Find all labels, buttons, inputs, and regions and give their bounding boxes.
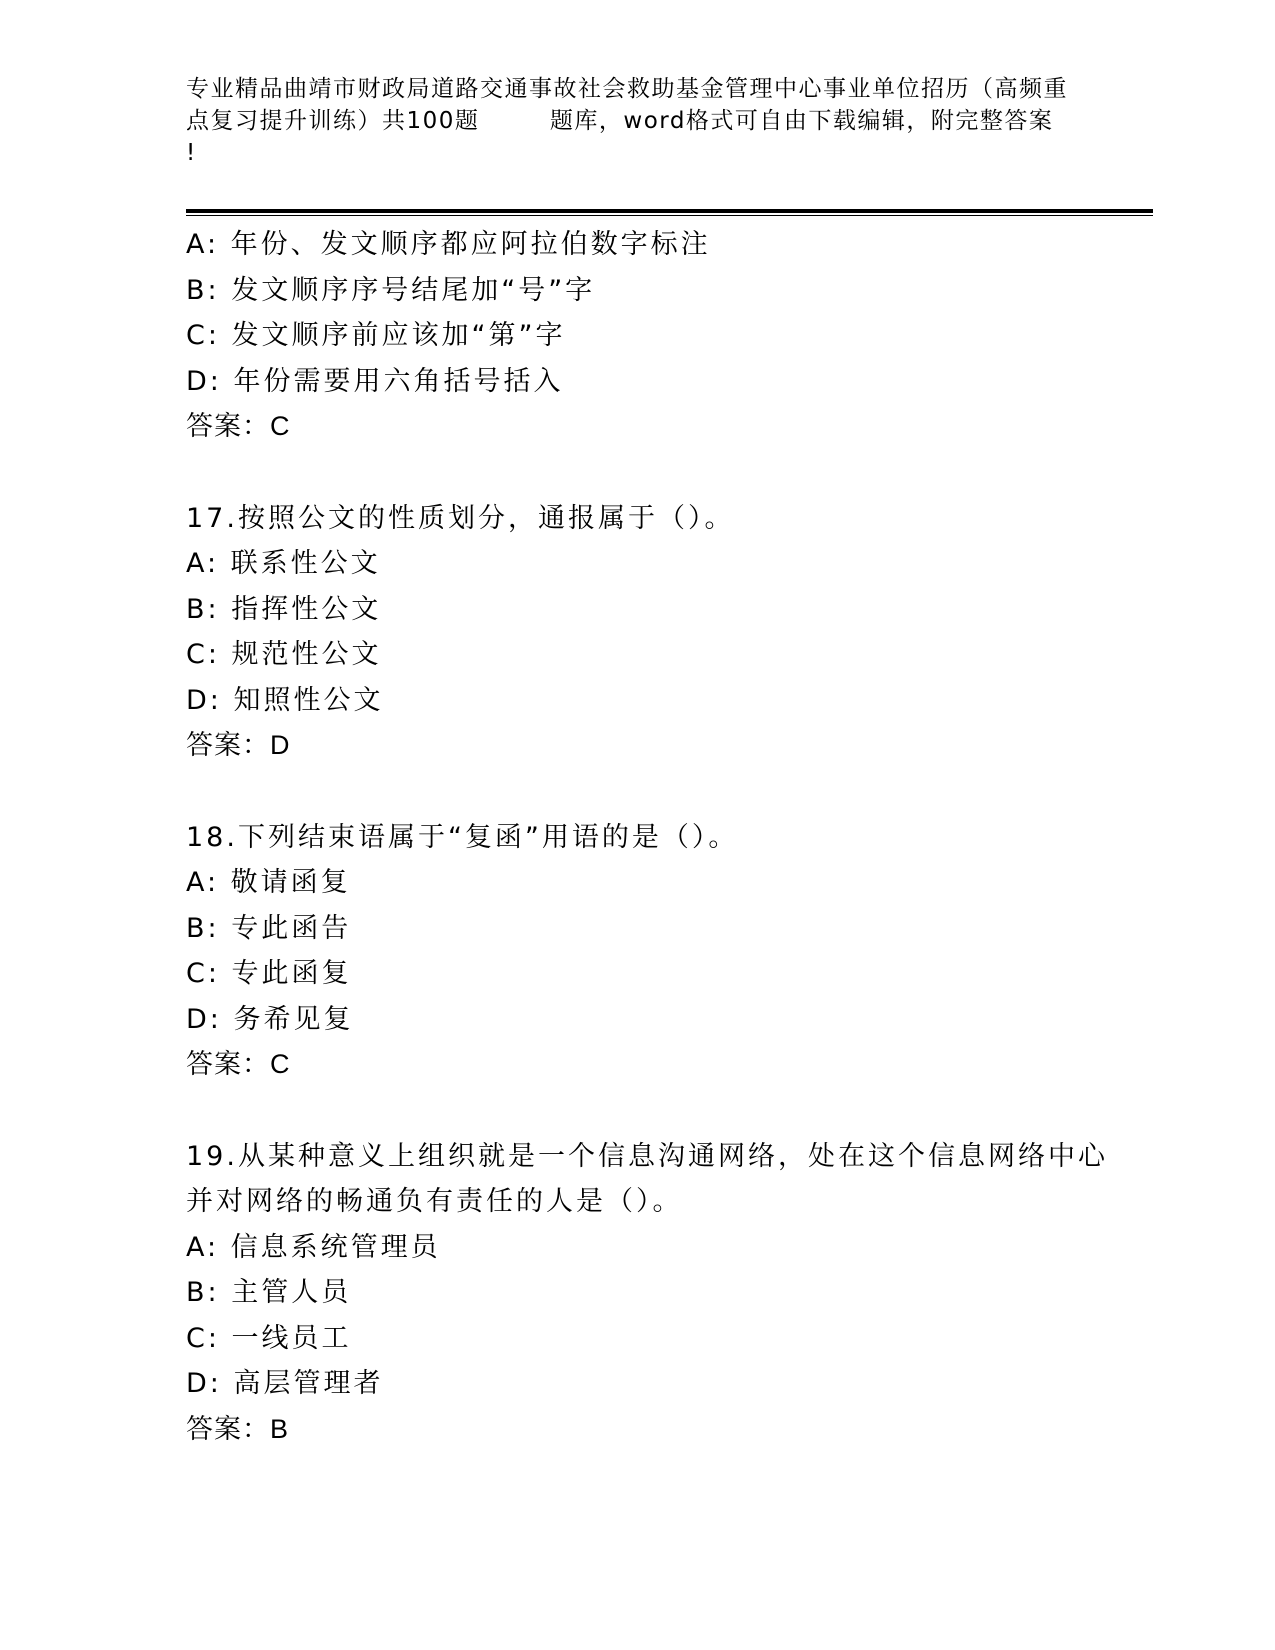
question-title: 18.下列结束语属于“复函”用语的是（）。 bbox=[186, 821, 739, 853]
option-b: B: 主管人员 bbox=[186, 1277, 352, 1308]
document-header bbox=[186, 73, 1086, 169]
option-b: B: 指挥性公文 bbox=[186, 593, 382, 625]
option-c: C: 规范性公文 bbox=[186, 639, 382, 670]
header-title-line-3: ! bbox=[186, 140, 197, 166]
question-title-continued: 并对网络的畅通负有责任的人是（）。 bbox=[186, 1186, 683, 1217]
option-b: B: 发文顺序序号结尾加“号”字 bbox=[186, 274, 596, 306]
header-divider-thick bbox=[186, 209, 1153, 213]
option-c: C: 发文顺序前应该加“第”字 bbox=[186, 320, 566, 351]
question-18 bbox=[186, 815, 1146, 1088]
question-17 bbox=[186, 496, 1146, 769]
option-d: D: 高层管理者 bbox=[186, 1368, 384, 1399]
option-d: D: 务希见复 bbox=[186, 1003, 354, 1035]
option-a: A: 敬请函复 bbox=[186, 867, 351, 898]
header-divider-thin bbox=[186, 215, 1153, 216]
answer-line: 答案：B bbox=[186, 1413, 290, 1444]
question-19 bbox=[186, 1134, 1146, 1453]
question-title: 19.从某种意义上组织就是一个信息沟通网络，处在这个信息网络中心 bbox=[186, 1140, 1108, 1172]
option-d: D: 年份需要用六角括号括入 bbox=[186, 365, 564, 397]
option-b: B: 专此函告 bbox=[186, 912, 352, 944]
option-a: A: 年份、发文顺序都应阿拉伯数字标注 bbox=[186, 229, 711, 260]
question-16-continued bbox=[186, 222, 1146, 450]
option-d: D: 知照性公文 bbox=[186, 684, 384, 716]
answer-line: 答案：D bbox=[186, 730, 291, 760]
option-c: C: 专此函复 bbox=[186, 958, 352, 989]
question-title: 17.按照公文的性质划分，通报属于（）。 bbox=[186, 502, 735, 534]
answer-line: 答案：C bbox=[186, 1049, 291, 1079]
option-c: C: 一线员工 bbox=[186, 1322, 352, 1354]
header-title-line-2: 点复习提升训练）共100题 题库，word格式可自由下载编辑，附完整答案 bbox=[186, 108, 1054, 134]
answer-line: 答案：C bbox=[186, 411, 291, 441]
option-a: A: 信息系统管理员 bbox=[186, 1231, 441, 1263]
header-title-line-1: 专业精品曲靖市财政局道路交通事故社会救助基金管理中心事业单位招历（高频重 bbox=[186, 76, 1068, 102]
question-list bbox=[186, 222, 1146, 1452]
option-a: A: 联系性公文 bbox=[186, 548, 381, 579]
